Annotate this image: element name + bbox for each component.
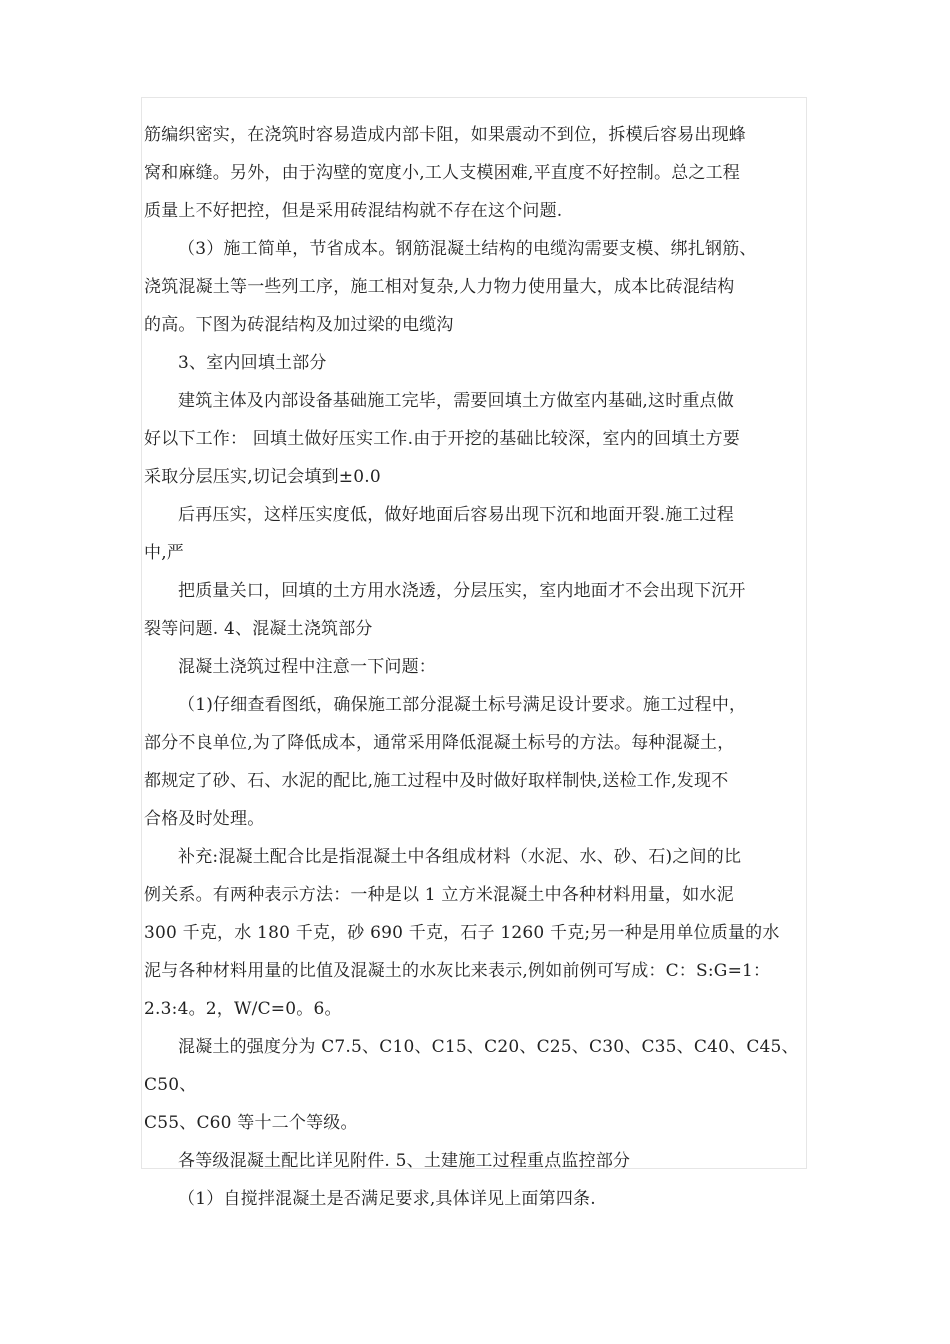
section-heading-3: 3、室内回填土部分 (178, 353, 327, 373)
document-body (144, 116, 808, 1218)
paragraph-12: （1）自搅拌混凝土是否满足要求,具体详见上面第四条. (178, 1189, 596, 1209)
paragraph-4: 建筑主体及内部设备基础施工完毕，需要回填土方做室内基础,这时重点做 好以下工作： 回填土做好压实工作.由于开挖的基础比较深，室内的回填土方要 采取分层压实,切记会填到±0.0 (144, 391, 741, 487)
paragraph-10: 混凝土的强度分为 C7.5、C10、C15、C20、C25、C30、C35、C40、C45、C50、 C55、C60 等十二个等级。 (144, 1037, 799, 1133)
paragraph-5: 后再压实，这样压实度低，做好地面后容易出现下沉和地面开裂.施工过程 中,严 (144, 505, 735, 563)
paragraph-2: （3）施工简单，节省成本。钢筋混凝土结构的电缆沟需要支模、绑扎钢筋、 浇筑混凝土等一些列工序，施工相对复杂,人力物力使用量大，成本比砖混结构 的高。下图为砖混结构及加过梁的电缆沟 (144, 239, 757, 335)
paragraph-8: （1)仔细查看图纸，确保施工部分混凝土标号满足设计要求。施工过程中， 部分不良单位,为了降低成本，通常采用降低混凝土标号的方法。每种混凝土， 都规定了砂、石、水泥的配比,施工过程中及时做好取样制快,送检工作,发现不 合格及时处理。 (144, 695, 747, 829)
paragraph-1: 筋编织密实，在浇筑时容易造成内部卡阻，如果震动不到位，拆模后容易出现蜂 窝和麻缝。另外，由于沟壁的宽度小,工人支模困难,平直度不好控制。总之工程 质量上不好把控，但是采用砖混结构就不存在这个问题. (144, 125, 746, 221)
paragraph-6: 把质量关口，回填的土方用水浇透，分层压实，室内地面才不会出现下沉开 裂等问题. 4、混凝土浇筑部分 (144, 581, 746, 639)
paragraph-7: 混凝土浇筑过程中注意一下问题： (178, 657, 436, 677)
paragraph-9: 补充:混凝土配合比是指混凝土中各组成材料（水泥、水、砂、石)之间的比 例关系。有两种表示方法：一种是以 1 立方米混凝土中各种材料用量，如水泥 300 千克，水 180 千克，砂 690 千克，石子 1260 千克;另一种是用单位质量的水 泥与各种材料用量的比值及混凝土的水灰比来表示,例如前例可写成：C：S:G=1： 2.3:4。2，W/C=0。6。 (144, 847, 780, 1019)
paragraph-11: 各等级混凝土配比详见附件. 5、土建施工过程重点监控部分 (178, 1151, 631, 1171)
